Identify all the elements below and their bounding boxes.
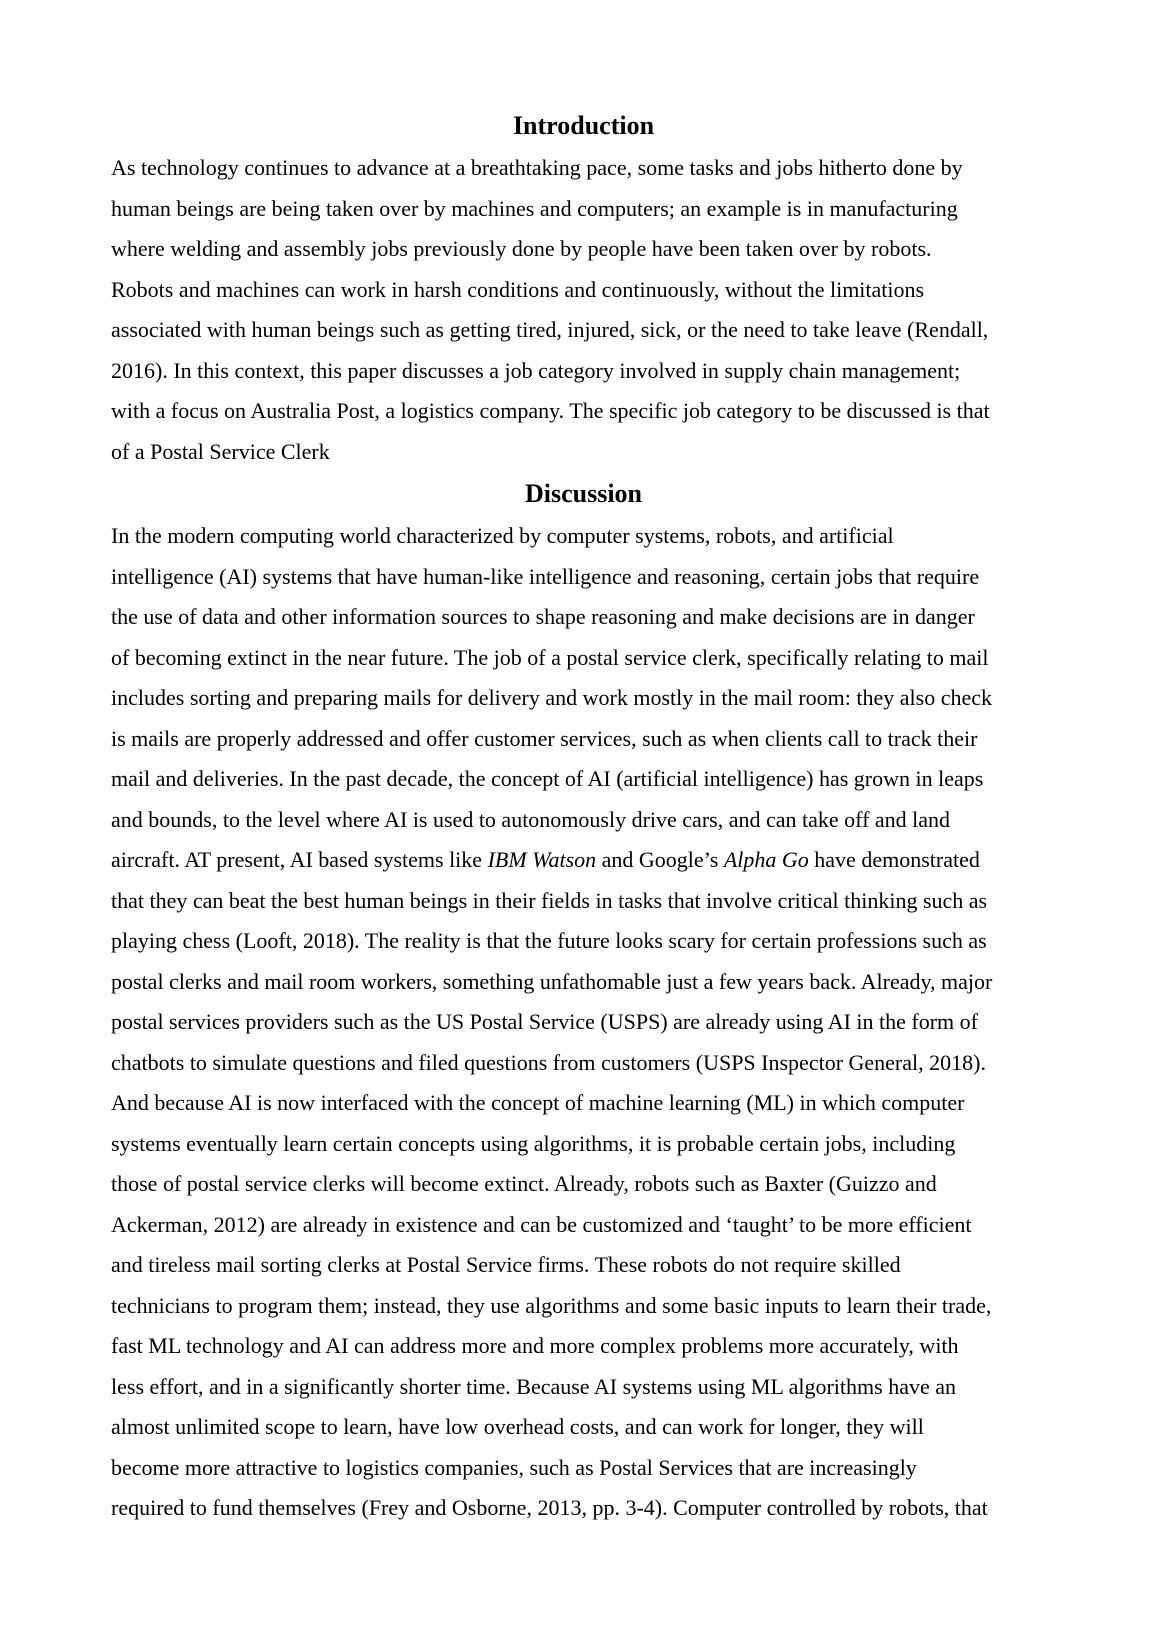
paragraph-line: of a Postal Service Clerk xyxy=(111,438,330,464)
paragraph-line: the use of data and other information sources to shape reasoning and make decisions are in danger xyxy=(111,604,975,629)
paragraph-line: postal clerks and mail room workers, something unfathomable just a few years back. Already, major xyxy=(111,968,993,994)
paragraph-line: associated with human beings such as getting tired, injured, sick, or the need to take leave (Rendall, xyxy=(111,317,989,342)
document-content xyxy=(111,106,1056,1529)
paragraph-line: 2016). In this context, this paper discusses a job category involved in supply chain management; xyxy=(111,357,961,383)
paragraph-line: As technology continues to advance at a breathtaking pace, some tasks and jobs hitherto done by xyxy=(111,155,963,180)
paragraph-line: technicians to program them; instead, they use algorithms and some basic inputs to learn their trade, xyxy=(111,1292,992,1318)
introduction-paragraph xyxy=(111,148,1056,472)
paragraph-line: fast ML technology and AI can address more and more complex problems more accurately, with xyxy=(111,1333,959,1358)
introduction-heading: Introduction xyxy=(512,111,655,140)
paragraph-line: playing chess (Looft, 2018). The reality is that the future looks scary for certain professions such as xyxy=(111,928,987,953)
paragraph-line: those of postal service clerks will become extinct. Already, robots such as Baxter (Guizzo and xyxy=(111,1171,937,1196)
paragraph-line: Ackerman, 2012) are already in existence and can be customized and ‘taught’ to be more efficient xyxy=(111,1211,972,1237)
paragraph-line: human beings are being taken over by machines and computers; an example is in manufacturing xyxy=(111,195,958,221)
line-text: and Google’s xyxy=(596,847,724,872)
paragraph-line: where welding and assembly jobs previously done by people have been taken over by robots. xyxy=(111,236,932,261)
line-text: have demonstrated xyxy=(808,847,980,872)
paragraph-line: and tireless mail sorting clerks at Postal Service firms. These robots do not require skilled xyxy=(111,1252,901,1277)
paragraph-line: includes sorting and preparing mails for delivery and work mostly in the mail room: they also check xyxy=(111,685,993,710)
paragraph-line: chatbots to simulate questions and filed questions from customers (USPS Inspector General, 2018). xyxy=(111,1049,986,1075)
discussion-paragraph xyxy=(111,516,1056,1529)
paragraph-line: postal services providers such as the US Postal Service (USPS) are already using AI in the form of xyxy=(111,1009,978,1034)
paragraph-line: and bounds, to the level where AI is used to autonomously drive cars, and can take off and land xyxy=(111,806,951,832)
paragraph-line: And because AI is now interfaced with the concept of machine learning (ML) in which computer xyxy=(111,1090,965,1115)
paragraph-line: In the modern computing world characterized by computer systems, robots, and artificial xyxy=(111,523,894,548)
paragraph-line: become more attractive to logistics companies, such as Postal Services that are increasingly xyxy=(111,1454,917,1480)
paragraph-line: less effort, and in a significantly shorter time. Because AI systems using ML algorithms have an xyxy=(111,1373,956,1399)
paragraph-line: Robots and machines can work in harsh conditions and continuously, without the limitations xyxy=(111,276,925,302)
paragraph-line: that they can beat the best human beings in their fields in tasks that involve critical thinking such as xyxy=(111,887,988,913)
paragraph-line: with a focus on Australia Post, a logistics company. The specific job category to be discussed is that xyxy=(111,398,990,423)
italic-term-ibm-watson: IBM Watson xyxy=(487,847,597,872)
paragraph-line: intelligence (AI) systems that have human-like intelligence and reasoning, certain jobs that require xyxy=(111,563,980,589)
paragraph-line: almost unlimited scope to learn, have low overhead costs, and can work for longer, they will xyxy=(111,1414,924,1439)
paragraph-line: required to fund themselves (Frey and Osborne, 2013, pp. 3-4). Computer controlled by robots, that xyxy=(111,1495,988,1520)
paragraph-line: mail and deliveries. In the past decade, the concept of AI (artificial intelligence) has grown in leaps xyxy=(111,766,984,791)
paragraph-line-with-italics xyxy=(111,840,1056,881)
paragraph-line: of becoming extinct in the near future. The job of a postal service clerk, specifically relating to mail xyxy=(111,644,989,670)
line-text: aircraft. AT present, AI based systems like xyxy=(111,847,488,872)
italic-term-alpha-go: Alpha Go xyxy=(723,847,809,872)
paragraph-line: is mails are properly addressed and offer customer services, such as when clients call to track their xyxy=(111,725,978,751)
paragraph-line: systems eventually learn certain concepts using algorithms, it is probable certain jobs, including xyxy=(111,1130,956,1156)
discussion-heading: Discussion xyxy=(524,479,643,508)
